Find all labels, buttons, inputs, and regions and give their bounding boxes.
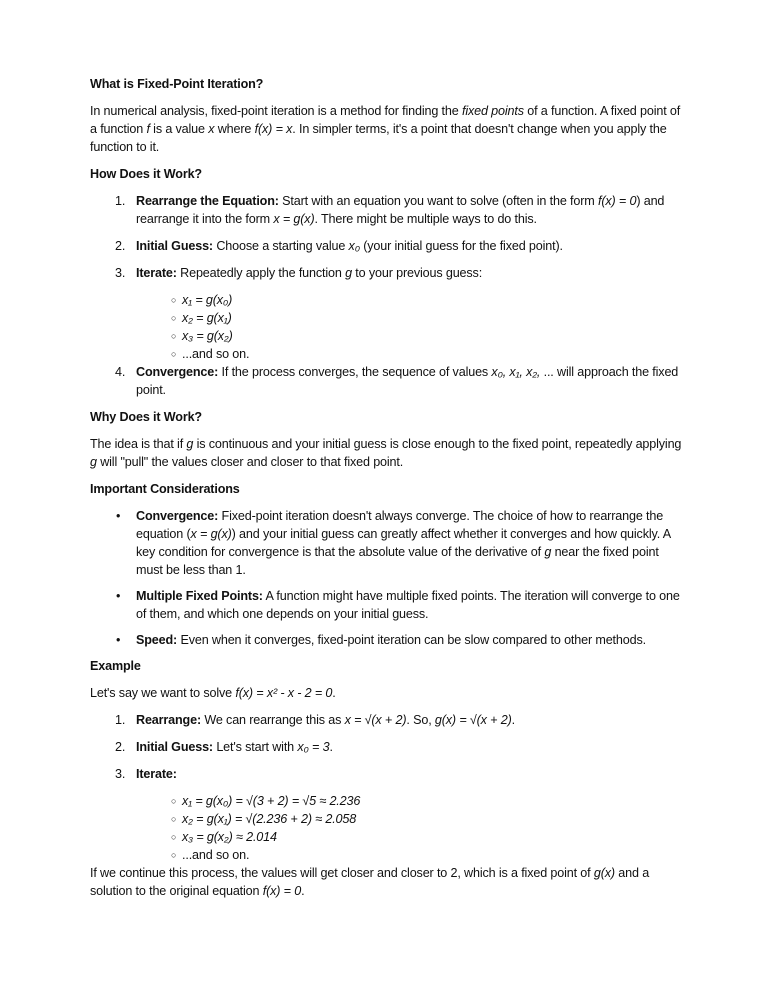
math-text: g — [90, 455, 97, 469]
text-run: A function might have multiple fixed points. The iteration will converge to one of them, and which one depends on your initial guess. — [136, 589, 680, 621]
list-number: 3. — [115, 266, 126, 280]
math-text: x₀, x₁, x₂, — [491, 365, 541, 379]
math-text: f — [146, 122, 150, 136]
text-run: ) and your initial guess can greatly affect whether it converges and how quickly. A key condition for convergence is that the absolute value of the derivative of — [136, 527, 671, 559]
list-number: 1. — [115, 713, 126, 727]
section-heading — [90, 75, 682, 93]
hollow-circle-bullet-icon: ○ — [171, 331, 177, 341]
math-text: f(x) = x² - x - 2 = 0 — [235, 686, 333, 700]
text-run: ) and rearrange it into the form — [136, 194, 665, 226]
text-run: is continuous and your initial guess is close enough to the fixed point, repeatedly applying — [193, 437, 682, 451]
math-text: g — [186, 437, 194, 451]
math-text: x = g(x) — [273, 212, 315, 226]
numbered-list-item — [90, 192, 682, 228]
math-text: x = g(x) — [190, 527, 232, 541]
math-text: fixed points — [461, 104, 524, 118]
hollow-circle-bullet-icon: ○ — [171, 349, 177, 359]
sub-list-item — [90, 345, 682, 363]
text-run: ...and so on. — [182, 347, 250, 361]
text-run: will "pull" the values closer and closer to that fixed point. — [96, 455, 404, 469]
numbered-list-item — [90, 363, 682, 399]
list-item-text — [136, 713, 515, 727]
sub-list-item — [90, 846, 682, 864]
text-run: Important Considerations — [90, 482, 240, 496]
hollow-circle-bullet-icon: ○ — [171, 295, 177, 305]
text-run: We can rearrange this as — [201, 713, 345, 727]
list-number: 3. — [115, 767, 126, 781]
bullet-dot-icon: • — [116, 633, 121, 647]
list-item-text — [90, 765, 682, 783]
bullet-list-item — [90, 587, 682, 623]
sub-list-item — [90, 309, 682, 327]
text-run: . — [301, 884, 305, 898]
sub-list-item — [90, 327, 682, 345]
text-run: Choose a starting value — [212, 239, 349, 253]
sub-list-item — [90, 810, 682, 828]
text-run: . In simpler terms, it's a point that doesn't change when you apply the function to it. — [90, 122, 667, 154]
list-item-text — [136, 194, 664, 226]
text-run: . There might be multiple ways to do this. — [314, 212, 537, 226]
bold-label: Iterate: — [136, 767, 177, 781]
text-run: The idea is that if — [90, 437, 187, 451]
list-number: 4. — [115, 365, 126, 379]
text-run: Even when it converges, fixed-point iteration can be slow compared to other methods. — [177, 633, 646, 647]
bullet-list-item — [90, 631, 682, 649]
numbered-list-item — [90, 237, 682, 255]
math-text: g(x) = √(x + 2) — [434, 713, 512, 727]
math-text: x₀ — [348, 239, 360, 253]
hollow-circle-bullet-icon: ○ — [171, 814, 177, 824]
text-run: and a solution to the original equation — [90, 866, 650, 898]
text-run: How Does it Work? — [90, 167, 202, 181]
bullet-list-item — [90, 507, 682, 579]
list-number: 1. — [115, 194, 126, 208]
bold-label: Iterate: — [136, 266, 177, 280]
math-text: g(x) — [593, 866, 615, 880]
text-run: If we continue this process, the values will get closer and closer to 2, which is a fixed point of — [90, 866, 594, 880]
text-run: is a value — [149, 122, 209, 136]
bullet-dot-icon: • — [116, 509, 121, 523]
text-run: In numerical analysis, fixed-point iteration is a method for finding the — [90, 104, 462, 118]
paragraph — [90, 684, 682, 702]
hollow-circle-bullet-icon: ○ — [171, 796, 177, 806]
list-number: 2. — [115, 740, 126, 754]
bold-label: Rearrange: — [136, 713, 201, 727]
numbered-list-item — [90, 264, 682, 363]
math-text: x₁ = g(x₀) = √(3 + 2) = √5 ≈ 2.236 — [182, 794, 361, 808]
text-run: Let's start with — [212, 740, 298, 754]
text-run: . — [329, 740, 333, 754]
list-item-text — [90, 264, 682, 282]
list-item-text — [136, 740, 333, 754]
math-text: g — [345, 266, 352, 280]
text-run: of a function. A fixed point of a function — [90, 104, 681, 136]
text-run: . — [332, 686, 336, 700]
bold-label: Speed: — [136, 633, 178, 647]
section-heading — [90, 165, 682, 183]
text-run: (your initial guess for the fixed point). — [359, 239, 563, 253]
text-run: Start with an equation you want to solve (often in the form — [278, 194, 598, 208]
numbered-list-item — [90, 765, 682, 864]
text-run: Repeatedly apply the function — [176, 266, 346, 280]
math-text: x₃ = g(x₂) ≈ 2.014 — [182, 830, 277, 844]
bold-label: Initial Guess: — [136, 740, 213, 754]
sub-list — [90, 792, 682, 864]
list-item-text — [136, 239, 563, 253]
text-run: ... will approach the fixed point. — [136, 365, 679, 397]
sub-list-item — [90, 792, 682, 810]
math-text: x₂ = g(x₁) = √(2.236 + 2) ≈ 2.058 — [182, 812, 357, 826]
math-text: f(x) = 0 — [597, 194, 637, 208]
bullet-dot-icon: • — [116, 589, 121, 603]
text-run: where — [214, 122, 255, 136]
numbered-list-item — [90, 711, 682, 729]
math-text: x₁ = g(x₀) — [182, 293, 233, 307]
sub-list-item — [90, 291, 682, 309]
section-heading — [90, 480, 682, 498]
text-run: Fixed-point iteration doesn't always converge. The choice of how to rearrange the equation ( — [136, 509, 664, 541]
bold-label: Initial Guess: — [136, 239, 213, 253]
bold-label: Rearrange the Equation: — [136, 194, 279, 208]
document-body — [90, 75, 682, 909]
section-heading — [90, 657, 682, 675]
section-heading — [90, 408, 682, 426]
math-text: x₂ = g(x₁) — [182, 311, 232, 325]
text-run: ...and so on. — [182, 848, 250, 862]
bold-label: Convergence: — [136, 509, 219, 523]
paragraph — [90, 102, 682, 156]
math-text: g — [544, 545, 552, 559]
text-run: If the process converges, the sequence of values — [218, 365, 492, 379]
text-run: . — [511, 713, 515, 727]
paragraph — [90, 864, 682, 900]
numbered-list-item — [90, 738, 682, 756]
math-text: x₀ = 3 — [297, 740, 330, 754]
hollow-circle-bullet-icon: ○ — [171, 850, 177, 860]
text-run: What is Fixed-Point Iteration? — [90, 77, 264, 91]
bold-label: Multiple Fixed Points: — [136, 589, 263, 603]
sub-list — [90, 291, 682, 363]
bold-label: Convergence: — [136, 365, 219, 379]
text-run: Why Does it Work? — [90, 410, 202, 424]
paragraph — [90, 435, 682, 471]
math-text: f(x) = 0 — [262, 884, 302, 898]
math-text: x — [208, 122, 215, 136]
math-text: x = √(x + 2) — [344, 713, 407, 727]
hollow-circle-bullet-icon: ○ — [171, 313, 177, 323]
text-run: near the fixed point must be less than 1. — [136, 545, 659, 577]
hollow-circle-bullet-icon: ○ — [171, 832, 177, 842]
sub-list-item — [90, 828, 682, 846]
text-run: . So, — [406, 713, 435, 727]
text-run: to your previous guess: — [351, 266, 483, 280]
math-text: f(x) = x — [254, 122, 293, 136]
math-text: x₃ = g(x₂) — [182, 329, 233, 343]
text-run: Let's say we want to solve — [90, 686, 236, 700]
list-item-text — [136, 365, 678, 397]
list-number: 2. — [115, 239, 126, 253]
text-run: Example — [90, 659, 141, 673]
